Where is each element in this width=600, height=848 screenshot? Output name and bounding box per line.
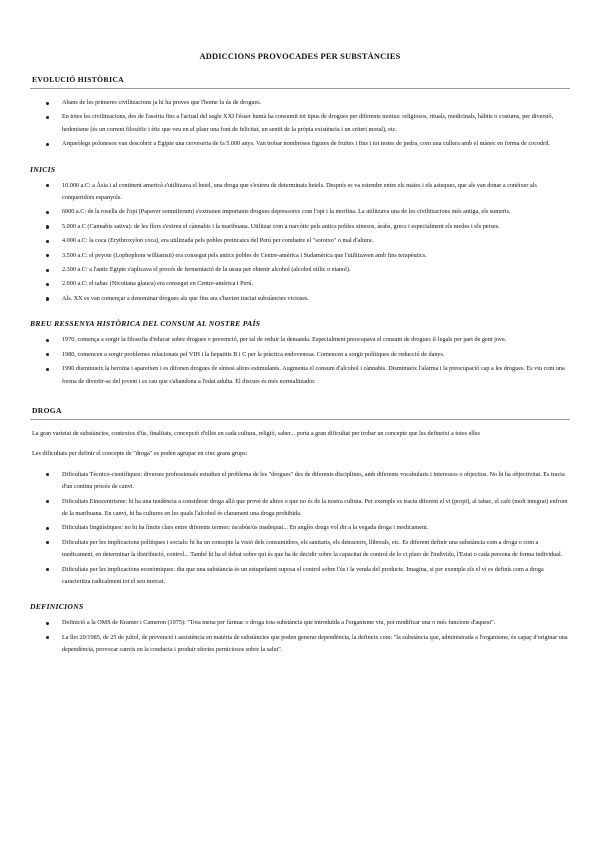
bullet-icon [46, 527, 49, 530]
list-item: 6000 a.C: de la rosella de l'opi (Papaver somniferum) s'extrauen importants drogues depressores com l'opi i la morfina. La utilitzava una de les civilitzacions més antiga, els sumeris. [30, 206, 570, 218]
bullet-icon [46, 116, 49, 119]
bullet-icon [46, 622, 49, 625]
bullet-icon [46, 143, 49, 146]
bullet-icon [46, 283, 49, 286]
list-item: 2.000 a.C: el tabac (Nicotiana glauca) era consegut en Centre-amèrica i Perú. [30, 278, 570, 290]
section-divider [30, 88, 570, 89]
list-item: 1990 disminueix la heroïna i apareixen i es difonen drogues de síntesi altres estimulants. Augmenta el consum d'alcohol i cànnabis. Disminueix l'alarma i la preocupació cap a les drogues. Es viu com una forma de divertir-se del jovent i es cau que s'abandona a l'edat adulta. El discurs és més normalitzador. [30, 363, 570, 388]
section-heading-droga: DROGA [32, 405, 62, 415]
section-heading-definicions: DEFINICIONS [30, 602, 84, 612]
bullet-icon [46, 353, 49, 356]
bullet-icon [46, 636, 49, 639]
list-item: Dificultats lingüístiques: no hi ha límits clars entre diferents termes: ús/abús/ús inadequat... En anglès drugs vol dir a la vegada droga i medicament. [30, 522, 570, 534]
bullet-icon [46, 500, 49, 503]
inicis-list [30, 180, 570, 306]
list-item: Arqueòlegs polonesos van descobrir a Egipte una cerveseria de fa 5.000 anys. Van trobar nombroses figures de fruites i fins i tot testes de pedra, com una cullera amb el mànec en forma de cocodril. [30, 138, 570, 150]
list-item: Dificultats Etnocentrisme: hi ha una tendència a considerar droga allò que prové de altres o que no és de la nostra cultura. Per exemple es tracta diferent el vi (propi), al tabac, el cafè (molt integrat) enfront de la marihuana. En canvi, hi ha cultures en les quals l'alcohol és clarament una droga prohibida. [30, 496, 570, 521]
list-item: 3.500 a.C: el peyote (Lophophora williamsii) era consegut pels antics pobles de Centre-amèrica i Sudamèrica que l'utilitzaven amb fins terapèutics. [30, 250, 570, 262]
document-title: ADDICCIONS PROVOCADES PER SUBSTÀNCIES [199, 52, 401, 61]
bullet-icon [46, 184, 49, 187]
bullet-icon [46, 225, 49, 228]
list-item: Dificultats per les implicacions econòmiques: diu que una substància és un estupefaent suposa el control sobre l'ús i la venda del producte. Imagina, si per exemple els el vi es definís com a droga caracteritza radicalment tot el seu mercat. [30, 564, 570, 589]
bullet-icon [46, 269, 49, 272]
list-item: 2.300 a.C: a l'antic Egipte s'aplicava el procés de fermentació de la ussra per obtenir alcohol (alcohol etílic o etanol). [30, 264, 570, 276]
evolucio-list [30, 97, 570, 151]
list-item: 1970, comença a sorgir la filosofia d'educar sobre drogues o prevenció, per tal de reduir la demanda. Especialment preocupava el consum de drogues il·legals per part de gent jove. [30, 334, 570, 346]
breu-list [30, 334, 570, 388]
bullet-icon [46, 368, 49, 371]
droga-paragraph-1: La gran varietat de substàncies, contextos d'ús, finalitats, concepció d'elles en cada cultura, religió, saber... porta a gran dificultat per trobar un concepte que les defineixi a totes elles [32, 429, 480, 437]
list-item: Dificultats per les implicacions polítiques i socials: hi ha un concepte la visió dels consumidors, els sanitaris, els detractors, llibreals, etc. Es diferent definir una substància com a droga o com a medicament, en determinar la distribució, control... També hi ha el debat sobre qui és que ha de decidir sobre la capacitat de control de lo ci plaer de l'individu, l'Estat o cada persona de forma individual. [30, 537, 570, 562]
list-item: Definició a la OMS de Kramer i Cameron (1975): "Tota mena per fàrmac o droga tota substància que introduïda a l'organisme viu, pot modificar una o més funcions d'aquest". [30, 617, 570, 629]
definicions-list [30, 617, 570, 656]
list-item: 1980, comencen a sorgir problemes relacionats pel VIH i la hepatitis B i C per la pràctica endovenosa. Comencen a sorgir polítiques de reducció de danys. [30, 349, 570, 361]
section-heading-evolucio: EVOLUCIÓ HISTÒRICA [32, 75, 124, 84]
list-item: 5.000 a.C (Cannabis sativa): de les flors s'extreu el cànnabis i la marihuana. Utilitzat com a narcòtic pels antics pobles xinesos, àrabs, grecs i especialment els medes i els perses. [30, 221, 570, 233]
section-divider [30, 419, 570, 420]
list-item: Als. XX es van començar a denominar drogues als que fins ara s'havien tractat substàncies vicioses. [30, 293, 570, 305]
bullet-icon [46, 568, 49, 571]
bullet-icon [46, 339, 49, 342]
list-item: En totes les civilitzacions, des de l'assíria fins a l'actual del segle XXI l'ésser humà ha consumit tot tipus de drogues per diferents motius: religiosos, rituals, medicinals, hàbits o costums, per diversió, hedonisme (és un corrent filosòfic i ètic que veu en el plaer una font de felicitat, un sentit de la pròpia existència i un criteri moral), etc. [30, 111, 570, 136]
list-item: Abans de les primeres civilitzacions ja hi ha proves que l'home fa ús de drogues. [30, 97, 570, 109]
bullet-icon [46, 297, 49, 300]
list-item: 10.000 a.C: a Àsia i al continent americà s'utilitzava el betel, una droga que s'extreu de determinats betels. Després es va estendre entre els maies i els asteques, que als van donar a conèixer als conqueridors espanyols. [30, 180, 570, 205]
droga-paragraph-2: Les dificultats per definir el concepte de "droga" es poden agrupar en cinc grans grups: [32, 450, 248, 458]
bullet-icon [46, 240, 49, 243]
section-heading-breu: BREU RESSENYA HISTÒRICA DEL CONSUM AL NOSTRE PAÍS [30, 319, 261, 329]
bullet-icon [46, 211, 49, 214]
bullet-icon [46, 254, 49, 257]
bullet-icon [46, 473, 49, 476]
bullet-icon [46, 541, 49, 544]
droga-list [30, 469, 570, 589]
list-item: La llei 20/1985, de 25 de juliol, de prevenció i assistència en matèria de substàncies que poden generar dependència, la defineix com: "la substància que, administrada a l'organisme, és capaç d'originar una dependència, provocar canvis en la conducta i produir efectes perniciosos sobre la salut". [30, 632, 570, 657]
list-item: 4.000 a.C: la coca (Erythroxylon coca), era utilitzada pels pobles preincaics del Perú per combatre el "sorotxo" o mal d'altura. [30, 235, 570, 247]
section-heading-inicis: INICIS [30, 164, 56, 174]
bullet-icon [46, 102, 49, 105]
list-item: Dificultats Tècnico-científiques: diverses professionals estudien el problema de les "drogues" des de diferents disciplines, amb diferents vocabularis i interessos o objectius. No hi ha objectivitat. Es tracta d'un continu procés de canvi. [30, 469, 570, 494]
